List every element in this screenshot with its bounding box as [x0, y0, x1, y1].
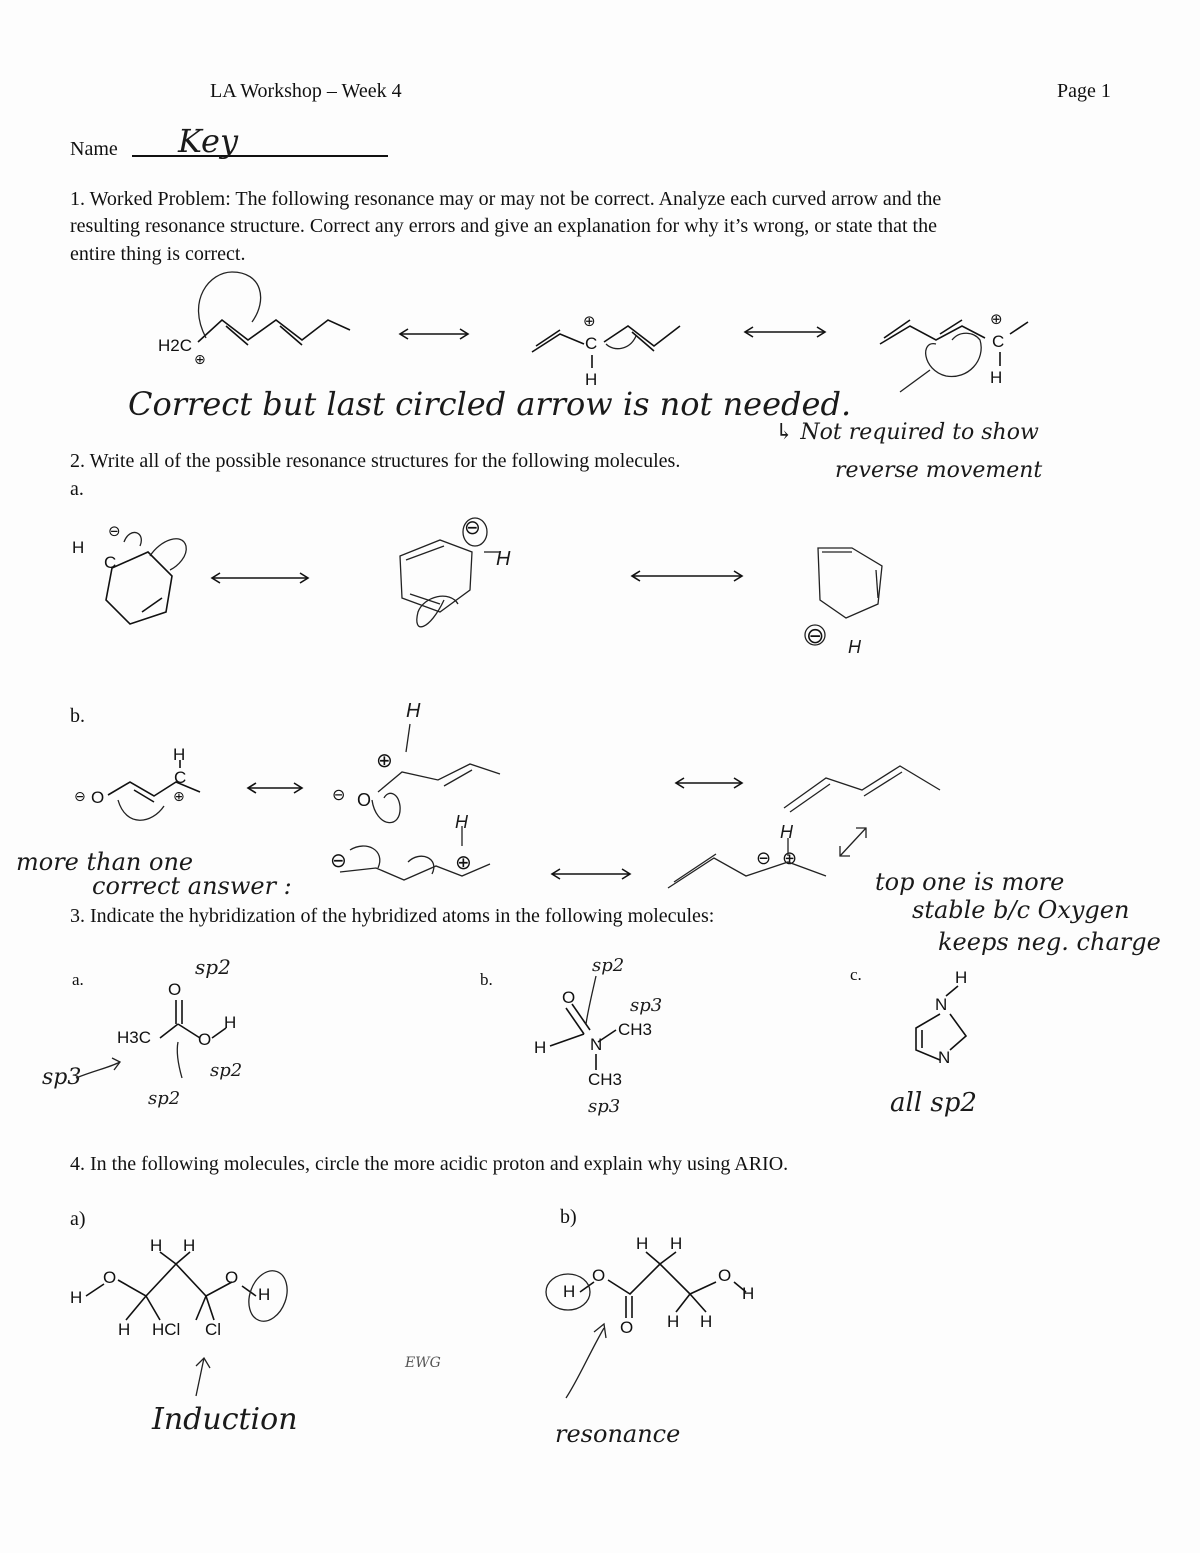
q1-plus-3: ⊕: [990, 311, 1003, 328]
q2b-minus-1: ⊖: [74, 788, 86, 804]
q4a-o-1: O: [103, 1268, 117, 1287]
q3b-label-sp2: sp2: [592, 955, 625, 976]
q2b-o-2: O: [357, 790, 372, 810]
q1-h-2: H: [585, 370, 598, 389]
q4b-answer: resonance: [555, 1420, 681, 1448]
q3b-ch3-right: CH3: [618, 1020, 653, 1039]
q2b-plus-2: ⊕: [376, 750, 393, 772]
q2b-alt-structure-2: [668, 828, 866, 888]
q2b-h-1: H: [173, 745, 186, 764]
q2a-minus-3: ⊖: [806, 623, 825, 648]
q4b-o-3: O: [620, 1318, 634, 1337]
q2a-minus-1: ⊖: [108, 523, 121, 540]
q3c-label: all sp2: [890, 1088, 977, 1118]
q2a-c-1: C: [104, 553, 117, 572]
q4-part-b: b): [560, 1206, 577, 1228]
q4a-o-2: O: [225, 1268, 239, 1287]
q4b-o-1: O: [592, 1266, 606, 1285]
q1-structure-2: [532, 326, 680, 368]
q3a-o-right: O: [198, 1030, 212, 1049]
q3a-structure: [76, 1000, 226, 1078]
q3-part-a: a.: [72, 970, 84, 989]
q4a-structure: [86, 1252, 294, 1396]
q2b-h-3: H: [455, 812, 468, 832]
q3-prompt: 3. Indicate the hybridization of the hybridized atoms in the following molecules:: [70, 905, 715, 927]
q3c-n-top: N: [935, 995, 948, 1014]
q2b-note-line2: correct answer :: [92, 872, 292, 900]
q2b-minus-4: ⊖: [756, 848, 772, 868]
q2b-minus-2: ⊖: [332, 787, 346, 804]
q2a-h-2: H: [496, 548, 511, 570]
q2b-plus-3: ⊕: [455, 852, 472, 874]
page-number: Page 1: [1057, 80, 1111, 102]
q2b-o-1: O: [91, 788, 105, 807]
q3b-structure: [550, 976, 616, 1070]
q1-answer: Correct but last circled arrow is not needed.: [128, 385, 852, 423]
q1-h2c-label: H2C: [158, 336, 193, 355]
q4a-h-1: H: [150, 1236, 163, 1255]
q1-c-3: C: [992, 332, 1005, 351]
q1-prompt-line3: entire thing is correct.: [70, 243, 246, 265]
q2b-alt-structure: [340, 826, 490, 880]
q2b-side-line2: stable b/c Oxygen: [912, 896, 1130, 924]
q4a-side: EWG: [405, 1355, 441, 1371]
q2b-structure-1: [108, 760, 200, 820]
q2b-plus-4: ⊕: [782, 848, 798, 868]
q4b-structure: [546, 1252, 746, 1398]
q4a-h-3: H: [70, 1288, 83, 1307]
q4b-h-5: H: [700, 1312, 713, 1331]
q4b-h-1: H: [636, 1234, 649, 1253]
q1-prompt-line2: resulting resonance structure. Correct any errors and give an explanation for why it’s wrong, or state that the: [70, 215, 937, 237]
q2a-h-1: H: [72, 538, 85, 557]
q2-part-a: a.: [70, 478, 84, 500]
q1-plus-2: ⊕: [583, 313, 596, 330]
q3a-label-sp2-right: sp2: [210, 1060, 243, 1081]
q3a-h: H: [224, 1013, 237, 1032]
q2a-structure-2: [400, 518, 500, 627]
q2-part-b: b.: [70, 705, 85, 727]
q2b-plus-1: ⊕: [173, 788, 185, 804]
q4a-h-4: H: [118, 1320, 131, 1339]
name-value: Key: [178, 122, 239, 160]
q4a-h-2: H: [183, 1236, 196, 1255]
q3a-label-sp3: sp3: [42, 1065, 82, 1090]
q1-c-2: C: [585, 334, 598, 353]
q2a-structure-3: [805, 548, 882, 645]
q3c-structure: [916, 986, 966, 1060]
q4b-h-circled: H: [563, 1282, 576, 1301]
q4b-h-4: H: [667, 1312, 680, 1331]
q1-structure-3: [880, 320, 1028, 392]
q3b-label-sp3-bottom: sp3: [588, 1096, 621, 1117]
q4b-h-3: H: [742, 1284, 755, 1303]
q1-note-line2: reverse movement: [835, 458, 1043, 483]
q3-part-b: b.: [480, 970, 493, 989]
q1-structure-1: [198, 272, 350, 345]
q4-prompt: 4. In the following molecules, circle the more acidic proton and explain why using ARIO.: [70, 1153, 789, 1175]
q4a-h-circled: H: [258, 1285, 271, 1304]
q1-plus-1: ⊕: [194, 351, 206, 367]
q2a-h-3: H: [848, 637, 861, 657]
q2b-c-1: C: [174, 768, 187, 787]
q3b-label-sp3-right: sp3: [630, 995, 663, 1016]
q2b-minus-3: ⊖: [330, 850, 347, 872]
q2a-minus-2: ⊖: [464, 517, 481, 539]
q2b-structure-3: [784, 766, 940, 812]
q3b-o: O: [562, 988, 576, 1007]
worksheet-title: LA Workshop – Week 4: [210, 80, 402, 102]
q3b-h: H: [534, 1038, 547, 1057]
q3a-h3c: H3C: [117, 1028, 152, 1047]
q2b-side-line3: keeps neg. charge: [938, 928, 1161, 956]
q4a-hcl: HCl: [152, 1320, 181, 1339]
q3b-ch3-bottom: CH3: [588, 1070, 623, 1089]
q3a-o-top: O: [168, 980, 182, 999]
q4-part-a: a): [70, 1208, 86, 1230]
q3a-label-sp2-top: sp2: [195, 955, 231, 979]
q2b-structure-2: [372, 724, 500, 823]
q1-h-3: H: [990, 368, 1003, 387]
q3-part-c: c.: [850, 965, 862, 984]
q2b-h-4: H: [780, 822, 793, 842]
q2-prompt: 2. Write all of the possible resonance structures for the following molecules.: [70, 450, 681, 472]
q4a-answer: Induction: [152, 1402, 298, 1437]
name-label: Name: [70, 138, 118, 160]
q3c-h: H: [955, 968, 968, 987]
q2b-h-2: H: [406, 700, 421, 722]
q1-prompt-line1: 1. Worked Problem: The following resonance may or may not be correct. Analyze each curved arrow and the: [70, 188, 942, 210]
q3a-label-sp2-bottom: sp2: [148, 1088, 181, 1109]
q1-note-line1: ↳ Not required to show: [775, 420, 1039, 445]
q4b-o-2: O: [718, 1266, 732, 1285]
q2b-side-line1: top one is more: [875, 868, 1065, 896]
q4a-cl: Cl: [205, 1320, 222, 1339]
q3c-n-bottom: N: [938, 1048, 951, 1067]
q2b-note-line1: more than one: [16, 848, 194, 876]
q3b-n: N: [590, 1035, 603, 1054]
q2a-structure-1: [106, 532, 186, 624]
q4b-h-2: H: [670, 1234, 683, 1253]
